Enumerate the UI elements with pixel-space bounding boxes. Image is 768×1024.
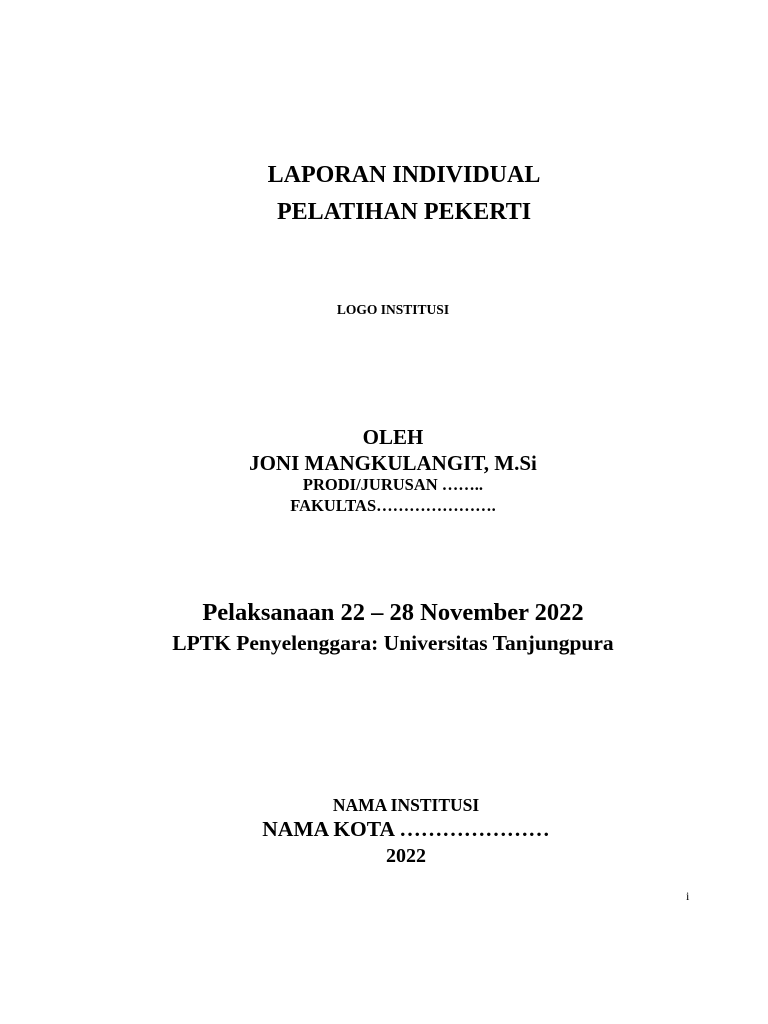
report-year: 2022: [386, 845, 426, 867]
author-name: JONI MANGKULANGIT, M.Si: [249, 451, 537, 475]
faculty-line: FAKULTAS………………….: [290, 496, 496, 515]
page-number: i: [686, 889, 690, 903]
logo-placeholder: LOGO INSTITUSI: [336, 302, 450, 317]
organizer-line: LPTK Penyelenggara: Universitas Tanjungpura: [172, 631, 614, 655]
by-label: OLEH: [362, 425, 424, 449]
report-title-line-1: LAPORAN INDIVIDUAL: [267, 162, 541, 188]
report-title-line-2: PELATIHAN PEKERTI: [276, 199, 532, 225]
institution-name: NAMA INSTITUSI: [332, 795, 480, 815]
city-name: NAMA KOTA …………………: [262, 817, 550, 841]
implementation-date: Pelaksanaan 22 – 28 November 2022: [202, 599, 584, 626]
program-line: PRODI/JURUSAN ……..: [302, 475, 484, 494]
